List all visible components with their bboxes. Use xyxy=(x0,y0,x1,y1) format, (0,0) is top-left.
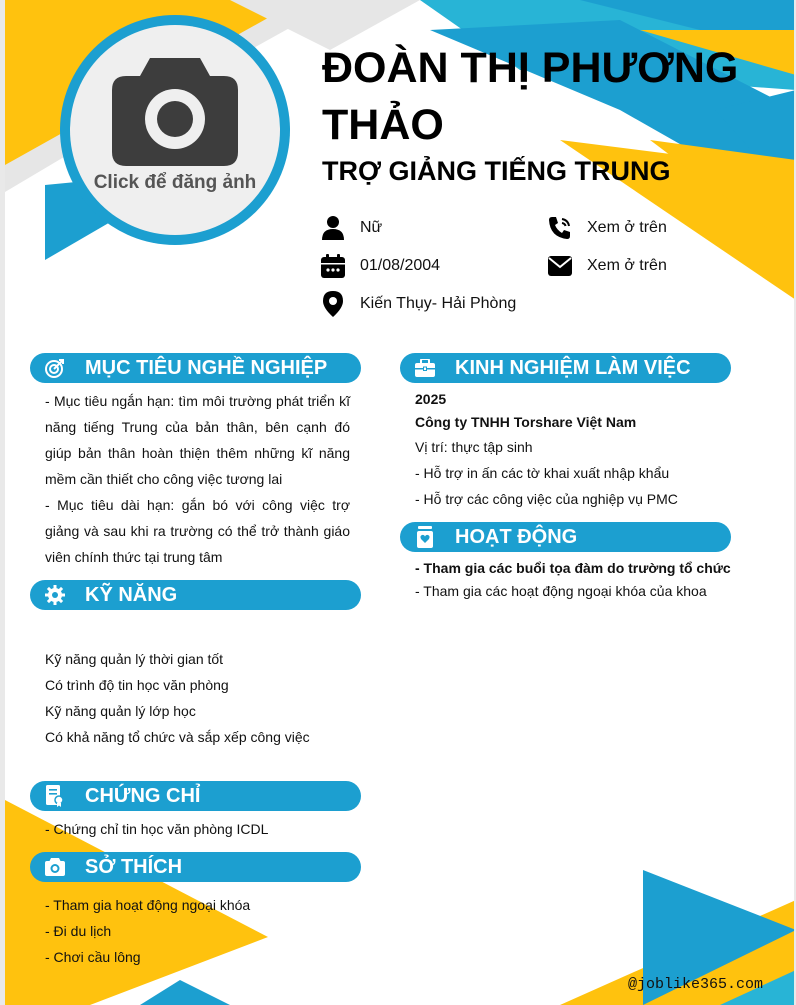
candidate-name: ĐOÀN THỊ PHƯƠNG THẢO xyxy=(322,44,739,149)
objective-short-term: - Mục tiêu ngắn hạn: tìm môi trường phát triển kĩ năng tiếng Trung của bản thân, bên cạnh đó giúp bản thân hoàn thiện thêm những kĩ năng mềm cần thiết cho công việc tương lai xyxy=(45,393,350,487)
experience-year: 2025 xyxy=(415,391,447,407)
phone-value: Xem ở trên xyxy=(587,219,667,236)
camera-small-icon xyxy=(44,856,66,878)
list-item: - Tham gia các hoạt động ngoại khóa của khoa xyxy=(415,583,707,599)
info-email xyxy=(547,253,667,279)
gear-icon xyxy=(44,584,66,606)
section-certificates-title: CHỨNG CHỈ xyxy=(85,784,201,807)
hobbies-list xyxy=(45,892,250,970)
envelope-icon xyxy=(547,253,573,279)
section-hobbies-title: SỞ THÍCH xyxy=(85,855,183,878)
birthday-value: 01/08/2004 xyxy=(360,257,441,274)
experience-company: Công ty TNHH Torshare Việt Nam xyxy=(415,414,637,430)
avatar-upload-label[interactable]: Click để đăng ảnh xyxy=(93,172,257,193)
list-item: Có trình độ tin học văn phòng xyxy=(45,677,229,693)
location-pin-icon xyxy=(320,291,346,317)
section-objective-title: MỤC TIÊU NGHỀ NGHIỆP xyxy=(85,356,328,379)
section-certificates-header xyxy=(30,781,361,811)
person-icon xyxy=(320,215,346,241)
list-item: Có khả năng tổ chức và sắp xếp công việc xyxy=(45,729,310,745)
list-item: - Tham gia các buổi tọa đàm do trường tổ chức xyxy=(415,560,731,576)
list-item: - Chơi cầu lông xyxy=(45,949,141,965)
section-skills-header xyxy=(30,580,361,610)
section-activities-title: HOẠT ĐỘNG xyxy=(455,525,578,548)
section-hobbies-header xyxy=(30,852,361,882)
info-gender xyxy=(320,215,382,241)
gender-value: Nữ xyxy=(360,219,383,236)
list-item: - Hỗ trợ các công việc của nghiệp vụ PMC xyxy=(415,491,678,507)
list-item: - Tham gia hoạt động ngoại khóa xyxy=(45,897,251,913)
objective-long-term: - Mục tiêu dài hạn: gắn bó với công việc trợ giảng và sau khi ra trường có thể trở thành giáo viên chính thức tại trung tâm xyxy=(45,497,350,565)
camera-icon[interactable] xyxy=(112,56,238,166)
watermark: @joblike365.com xyxy=(628,976,764,993)
phone-icon xyxy=(547,215,573,241)
job-title: TRỢ GIẢNG TIẾNG TRUNG xyxy=(322,156,671,186)
section-experience-header xyxy=(400,353,731,383)
list-item: Kỹ năng quản lý thời gian tốt xyxy=(45,651,224,667)
section-experience-title: KINH NGHIỆM LÀM VIỆC xyxy=(455,356,691,379)
list-item: - Hỗ trợ in ấn các tờ khai xuất nhập khẩu xyxy=(415,465,670,481)
skills-list xyxy=(45,646,310,750)
page-edge-left xyxy=(0,0,5,1005)
info-birthday xyxy=(320,253,440,279)
experience-position: Vị trí: thực tập sinh xyxy=(415,439,533,455)
list-item: Kỹ năng quản lý lớp học xyxy=(45,703,196,719)
calendar-icon xyxy=(320,253,346,279)
certificates-list xyxy=(45,821,268,837)
section-activities-header xyxy=(400,522,731,552)
address-value: Kiến Thụy- Hải Phòng xyxy=(360,295,517,312)
info-address xyxy=(320,291,516,317)
medal-icon xyxy=(414,526,436,548)
experience-entry xyxy=(415,391,678,507)
list-item: - Đi du lịch xyxy=(45,923,112,939)
section-skills-title: KỸ NĂNG xyxy=(85,583,178,606)
email-value: Xem ở trên xyxy=(587,257,667,274)
target-icon xyxy=(44,357,66,379)
certificate-icon xyxy=(44,785,66,807)
section-objective-header xyxy=(30,353,361,383)
activities-list xyxy=(415,560,731,599)
info-phone xyxy=(547,215,667,241)
briefcase-icon xyxy=(414,357,436,379)
list-item: - Chứng chỉ tin học văn phòng ICDL xyxy=(45,821,269,837)
